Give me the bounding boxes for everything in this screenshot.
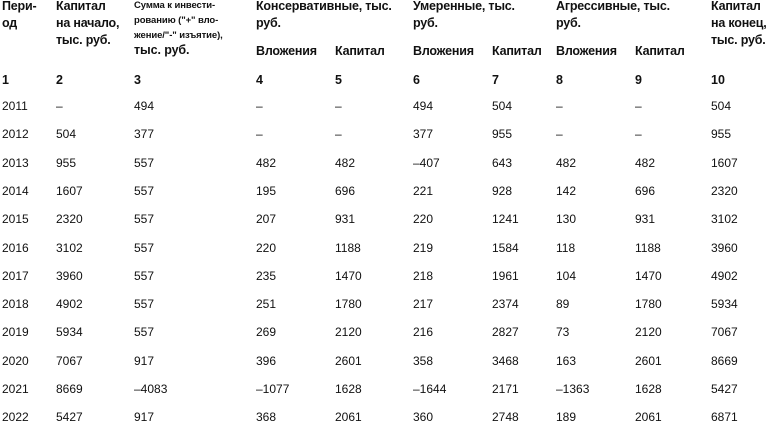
table-cell: 8669 — [711, 354, 738, 368]
header-period-line: Пери- — [2, 0, 37, 13]
table-cell: 1628 — [635, 382, 662, 396]
table-cell: 396 — [256, 354, 277, 368]
header-investment — [134, 0, 223, 58]
table-cell: 928 — [492, 184, 513, 198]
header-capital-end-line: Капитал — [711, 0, 761, 13]
table-cell: 2016 — [2, 241, 29, 255]
table-cell: 482 — [256, 156, 277, 170]
table-cell: 482 — [556, 156, 577, 170]
table-cell: 504 — [56, 127, 77, 141]
table-cell: 1961 — [492, 269, 519, 283]
header-period-line: од — [2, 16, 18, 30]
table-cell: 1607 — [711, 156, 738, 170]
column-number: 5 — [335, 73, 342, 87]
table-cell: 217 — [413, 297, 434, 311]
header-investment-line: тыс. руб. — [134, 43, 190, 57]
table-cell: 1188 — [635, 241, 661, 255]
table-cell: 1628 — [335, 382, 362, 396]
table-cell: –1077 — [256, 382, 290, 396]
table-cell: 2120 — [635, 325, 662, 339]
table-cell: 5427 — [56, 410, 83, 424]
header-capital-end-line: тыс. руб. — [711, 33, 766, 47]
table-cell: 235 — [256, 269, 277, 283]
table-cell: 2374 — [492, 297, 519, 311]
table-cell: 696 — [635, 184, 656, 198]
subheader-aggressive-capital: Капитал — [635, 44, 685, 58]
table-cell: 917 — [134, 410, 155, 424]
table-cell: 218 — [413, 269, 434, 283]
table-cell: 3102 — [56, 241, 83, 255]
table-cell: 696 — [335, 184, 356, 198]
column-number: 3 — [134, 73, 141, 87]
table-cell: 2017 — [2, 269, 29, 283]
table-cell: 557 — [134, 212, 155, 226]
column-number: 2 — [56, 73, 63, 87]
table-cell: – — [335, 99, 342, 113]
header-aggressive-line: руб. — [556, 16, 581, 30]
table-cell: 3960 — [56, 269, 83, 283]
table-cell: 216 — [413, 325, 434, 339]
table-cell: 482 — [335, 156, 356, 170]
table-cell: 1188 — [335, 241, 361, 255]
header-investment-line: жение/"-" изъятие), — [134, 30, 223, 41]
table-cell: –4083 — [134, 382, 168, 396]
table-cell: 931 — [335, 212, 356, 226]
table-cell: 1241 — [492, 212, 519, 226]
header-capital-start-line: Капитал — [56, 0, 106, 13]
table-cell: 4902 — [711, 269, 738, 283]
table-cell: 931 — [635, 212, 656, 226]
table-cell: 2012 — [2, 127, 29, 141]
table-cell: 5934 — [711, 297, 738, 311]
table-cell: 2748 — [492, 410, 519, 424]
table-cell: 2061 — [635, 410, 662, 424]
table-cell: – — [556, 127, 563, 141]
table-cell: 557 — [134, 297, 155, 311]
table-cell: 195 — [256, 184, 277, 198]
table-cell: 2013 — [2, 156, 29, 170]
header-capital-end — [711, 0, 767, 49]
table-cell: 557 — [134, 269, 155, 283]
table-cell: 221 — [413, 184, 434, 198]
table-cell: 1780 — [635, 297, 662, 311]
table-cell: 8669 — [56, 382, 83, 396]
table-cell: 377 — [134, 127, 155, 141]
table-cell: 955 — [56, 156, 77, 170]
table-cell: – — [556, 99, 563, 113]
table-cell: 377 — [413, 127, 434, 141]
table-cell: 2015 — [2, 212, 29, 226]
header-conservative-line: руб. — [256, 16, 281, 30]
table-cell: 358 — [413, 354, 434, 368]
table-cell: 2019 — [2, 325, 29, 339]
header-capital-start — [56, 0, 119, 49]
header-investment-line: рованию ("+" вло- — [134, 15, 219, 26]
table-cell: 7067 — [56, 354, 83, 368]
table-cell: 220 — [413, 212, 434, 226]
table-cell: 220 — [256, 241, 277, 255]
table-cell: – — [635, 99, 642, 113]
header-conservative — [256, 0, 392, 32]
column-number: 8 — [556, 73, 563, 87]
table-cell: 5934 — [56, 325, 83, 339]
table-cell: 4902 — [56, 297, 83, 311]
table-cell: 6871 — [711, 410, 738, 424]
table-cell: 3102 — [711, 212, 738, 226]
table-cell: 360 — [413, 410, 434, 424]
column-number: 10 — [711, 73, 725, 87]
column-number: 9 — [635, 73, 642, 87]
table-cell: 219 — [413, 241, 434, 255]
table-cell: 2171 — [492, 382, 519, 396]
subheader-conservative-investments: Вложения — [256, 44, 317, 58]
table-cell: 557 — [134, 184, 155, 198]
header-capital-start-line: на начало, — [56, 16, 120, 30]
table-cell: 163 — [556, 354, 577, 368]
table-cell: 2011 — [2, 99, 28, 113]
table-cell: 189 — [556, 410, 577, 424]
table-cell: 2020 — [2, 354, 29, 368]
subheader-conservative-capital: Капитал — [335, 44, 385, 58]
header-aggressive — [556, 0, 670, 32]
table-cell: 1470 — [635, 269, 662, 283]
table-cell: 89 — [556, 297, 570, 311]
table-cell: 955 — [711, 127, 732, 141]
column-number: 4 — [256, 73, 263, 87]
table-cell: 2601 — [335, 354, 362, 368]
table-cell: 557 — [134, 241, 155, 255]
table-cell: 2320 — [711, 184, 738, 198]
table-cell: 5427 — [711, 382, 738, 396]
table-cell: –1644 — [413, 382, 447, 396]
table-cell: 104 — [556, 269, 577, 283]
header-moderate-line: руб. — [413, 16, 438, 30]
column-number: 7 — [492, 73, 499, 87]
table-cell: 1584 — [492, 241, 519, 255]
table-cell: 504 — [492, 99, 513, 113]
table-cell: –1363 — [556, 382, 590, 396]
table-cell: –407 — [413, 156, 440, 170]
table-cell: 557 — [134, 325, 155, 339]
header-moderate-line: Умеренные, тыс. — [413, 0, 515, 13]
header-conservative-line: Консервативные, тыс. — [256, 0, 392, 13]
subheader-aggressive-investments: Вложения — [556, 44, 617, 58]
table-cell: 142 — [556, 184, 577, 198]
subheader-moderate-investments: Вложения — [413, 44, 474, 58]
table-cell: 3960 — [711, 241, 738, 255]
table-cell: 7067 — [711, 325, 738, 339]
header-capital-start-line: тыс. руб. — [56, 33, 111, 47]
column-number: 1 — [2, 73, 9, 87]
table-cell: – — [335, 127, 342, 141]
table-cell: 1607 — [56, 184, 83, 198]
table-cell: 368 — [256, 410, 277, 424]
table-cell: 2014 — [2, 184, 29, 198]
table-cell: 2320 — [56, 212, 83, 226]
table-cell: 2827 — [492, 325, 519, 339]
header-investment-line: Сумма к инвести- — [134, 0, 216, 11]
header-aggressive-line: Агрессивные, тыс. — [556, 0, 670, 13]
table-cell: – — [256, 99, 263, 113]
table-cell: 1470 — [335, 269, 362, 283]
table-cell: 269 — [256, 325, 277, 339]
table-cell: 2018 — [2, 297, 29, 311]
table-cell: 557 — [134, 156, 155, 170]
table-cell: 2022 — [2, 410, 29, 424]
table-cell: 2021 — [2, 382, 29, 396]
table-cell: – — [256, 127, 263, 141]
table-cell: 955 — [492, 127, 513, 141]
table-cell: – — [56, 99, 63, 113]
table-cell: 643 — [492, 156, 513, 170]
table-cell: – — [635, 127, 642, 141]
table-cell: 251 — [256, 297, 277, 311]
table-cell: 2061 — [335, 410, 362, 424]
table-cell: 2120 — [335, 325, 362, 339]
table-cell: 917 — [134, 354, 155, 368]
table-cell: 504 — [711, 99, 732, 113]
table-cell: 2601 — [635, 354, 662, 368]
table-cell: 1780 — [335, 297, 362, 311]
subheader-moderate-capital: Капитал — [492, 44, 542, 58]
table-cell: 494 — [413, 99, 434, 113]
header-period — [2, 0, 36, 32]
header-moderate — [413, 0, 515, 32]
table-cell: 130 — [556, 212, 577, 226]
column-number: 6 — [413, 73, 420, 87]
table-cell: 494 — [134, 99, 155, 113]
table-cell: 207 — [256, 212, 277, 226]
table-cell: 482 — [635, 156, 656, 170]
table-cell: 73 — [556, 325, 570, 339]
table-cell: 118 — [556, 241, 576, 255]
header-capital-end-line: на конец, — [711, 16, 767, 30]
table-cell: 3468 — [492, 354, 519, 368]
